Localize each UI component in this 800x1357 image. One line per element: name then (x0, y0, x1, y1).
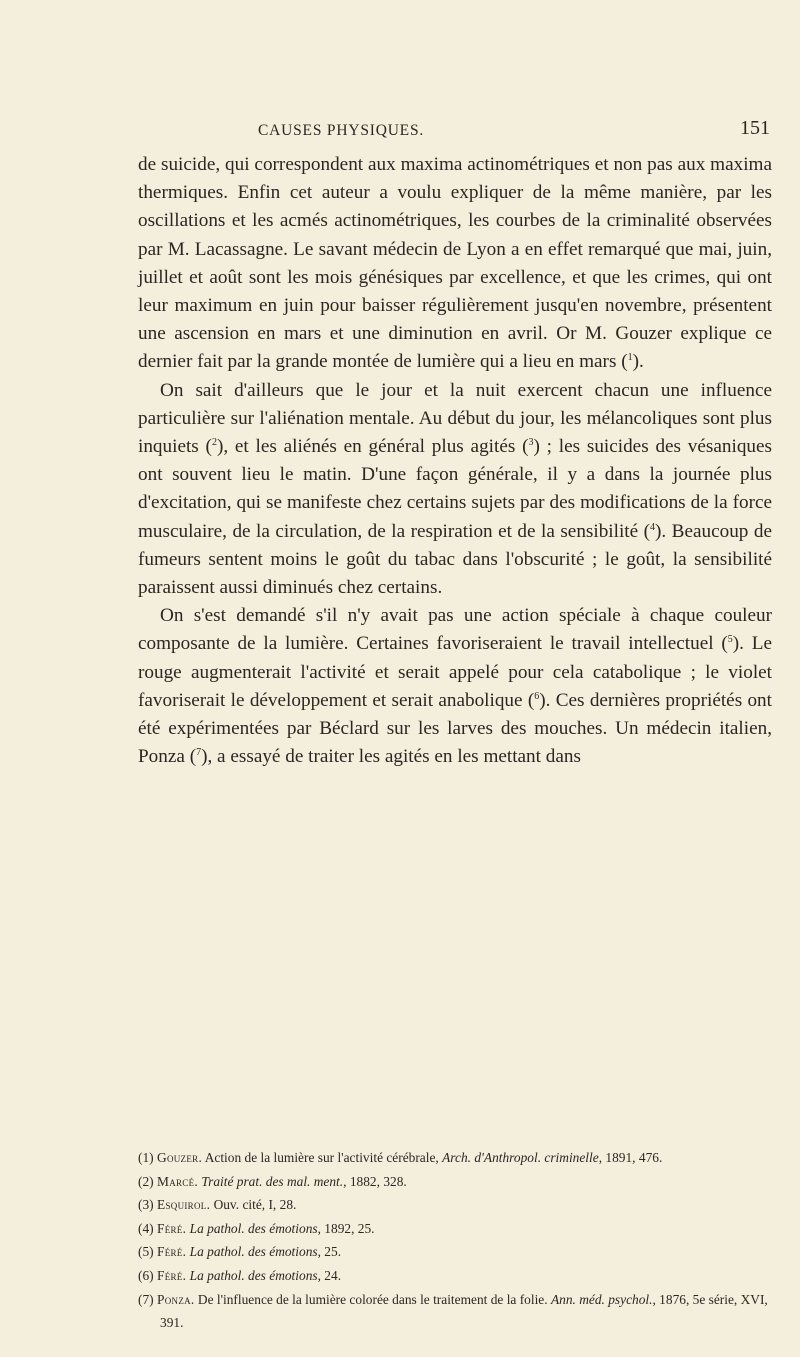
footnote-text: , 1891, 476. (598, 1150, 663, 1165)
footnote-source: La pathol. des émotions (189, 1220, 318, 1236)
footnote-author: Gouzer. (156, 1150, 203, 1165)
footnote-2 (138, 1170, 772, 1194)
footnote-author: Ponza. (156, 1291, 195, 1307)
text-segment: On sait d'ailleurs que le jour et la nuit exercent chacun une influence particulière sur l'aliénation mentale. Au début du jour, les mélancoliques sont plus inquiets ( (138, 379, 772, 458)
footnote-ref: 3 (528, 437, 534, 449)
footnote-source: Ann. méd. psychol. (550, 1291, 653, 1307)
footnote-number: (2) (138, 1173, 154, 1189)
text-segment: ), a essayé de traiter les agités en les mettant dans (201, 746, 581, 768)
paragraph-1 (138, 151, 772, 377)
text-segment: ) ; les suicides des vésaniques ont souvent lieu le matin. D'une façon générale, il y a dans la journée plus d'excitation, qui se manifeste chez certains sujets par des modifications de la force musculaire, de la circulation, de la respiration et de la sensibilité ( (138, 436, 772, 542)
footnote-text: Action de la lumière sur l'activité cérébrale, (202, 1150, 443, 1165)
paragraph-2 (138, 377, 772, 603)
text-segment: de suicide, qui correspondent aux maxima actinométriques et non pas aux maxima thermiques. Enfin cet auteur a voulu expliquer de la même manière, par les oscillations et les acmés actinométriques, les courbes de la criminalité observées par M. Lacassagne. Le savant médecin de Lyon a en effet remarqué que mai, juin, juillet et août sont les mois génésiques par excellence, et que les crimes, qui ont leur maximum en juin pour baisser régulièrement jusqu'en novembre, présentent une ascension en mars et une diminution en avril. Or M. Gouzer explique ce dernier fait par la grande montée de lumière qui a lieu en mars ( (138, 154, 772, 373)
footnote-ref: 6 (534, 690, 540, 702)
main-text (138, 151, 772, 771)
footnote-number: (5) (138, 1244, 154, 1260)
footnote-text: , 1892, 25. (317, 1220, 375, 1236)
footnote-5 (138, 1240, 772, 1264)
text-segment: ). Ces dernières propriétés ont été expérimentées par Béclard sur les larves des mouches. Un médecin italien, Ponza ( (138, 689, 772, 768)
footnote-author: Marcé. (156, 1173, 199, 1189)
footnote-number: (7) (138, 1291, 154, 1307)
footnote-source: La pathol. des émotions (189, 1244, 318, 1260)
footnote-ref: 1 (627, 352, 633, 364)
paragraph-3 (138, 602, 772, 771)
text-segment: On s'est demandé s'il n'y avait pas une action spéciale à chaque couleur composante de la lumière. Certaines favoriseraient le travail intellectuel ( (138, 605, 772, 655)
footnote-source: La pathol. des émotions (189, 1267, 318, 1283)
footnote-author: Féré. (156, 1220, 187, 1236)
footnote-7 (138, 1288, 772, 1335)
footnote-ref: 5 (727, 634, 733, 646)
text-segment: ). (632, 351, 644, 373)
footnote-number: (4) (138, 1220, 154, 1236)
footnote-6 (138, 1264, 772, 1288)
running-header (258, 117, 770, 146)
footnote-source: Arch. d'Anthropol. criminelle (442, 1150, 599, 1165)
text-segment: ). Beaucoup de fumeurs sentent moins le goût du tabac dans l'obscurité ; le goût, la sensibilité paraissent aussi diminués chez certains. (138, 520, 772, 599)
footnote-number: (1) (138, 1150, 154, 1165)
footnote-author: Féré. (156, 1267, 187, 1283)
footnote-number: (6) (138, 1267, 154, 1283)
footnote-text: , 25. (317, 1244, 342, 1260)
footnote-number: (3) (138, 1197, 154, 1213)
text-segment: ), et les aliénés en général plus agités ( (216, 436, 529, 458)
text-segment: ). Le rouge augmenterait l'activité et serait appelé pour cela catabolique ; le violet favoriserait le développement et serait anabolique ( (138, 633, 772, 711)
footnote-ref: 7 (196, 747, 202, 759)
footnote-text: Ouv. cité, I, 28. (210, 1197, 297, 1213)
footnote-author: Féré. (156, 1244, 187, 1260)
footnote-text: , 24. (317, 1267, 342, 1283)
footnote-text: De l'influence de la lumière colorée dans le traitement de la folie. (194, 1291, 551, 1307)
running-title: CAUSES PHYSIQUES. (258, 122, 425, 139)
footnote-4 (138, 1217, 772, 1241)
footnote-text: , 1876, 5e série, XVI, 391. (160, 1291, 768, 1331)
footnotes (138, 1146, 772, 1335)
footnote-3 (138, 1193, 772, 1217)
footnote-ref: 4 (650, 521, 656, 533)
footnote-ref: 2 (211, 437, 217, 449)
footnote-text: , 1882, 328. (343, 1173, 407, 1189)
footnote-source: Traité prat. des mal. ment. (201, 1173, 344, 1189)
page-number: 151 (740, 117, 770, 139)
footnote-1 (138, 1146, 772, 1170)
footnote-author: Esquirol. (156, 1197, 211, 1213)
